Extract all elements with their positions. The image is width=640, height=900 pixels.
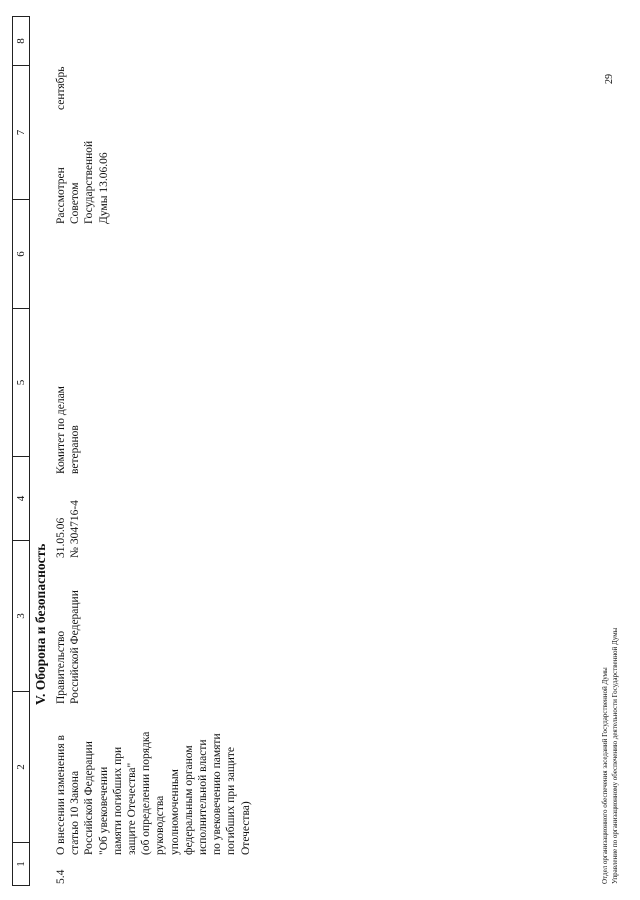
header-cell-6	[13, 200, 29, 309]
section-title: V. Оборона и безопасность	[33, 543, 48, 705]
header-cell-7	[13, 66, 29, 200]
column-number: 2	[15, 764, 27, 770]
responsible-committee: Комитет по делам ветеранов	[55, 386, 82, 474]
column-number: 4	[15, 495, 27, 502]
column-number: 5	[15, 379, 27, 386]
bill-title: О внесении изменения в статью 10 Закона Российской Федерации "Об увековечении памяти погибших при защите Отечества" (об определении порядка руководства уполномоченным федеральным органом исполнительной власти по увековечению памяти погибших при защите Отечества)	[55, 731, 252, 855]
column-number: 8	[15, 38, 27, 44]
table-header	[12, 16, 30, 886]
footer-line-2: Управление по организационному обеспечению деятельности Государственной Думы	[611, 627, 619, 884]
header-cell-1	[13, 843, 29, 886]
planned-month: сентябрь	[55, 66, 67, 110]
column-number: 6	[15, 251, 27, 257]
footer-line-1: Отдел организационного обеспечения заседаний Государственной Думы	[601, 667, 609, 884]
status: Рассмотрен Советом Государственной Думы 13.06.06	[55, 140, 110, 224]
header-cell-2	[13, 692, 29, 843]
registration-number: № 304716-4	[69, 500, 81, 558]
column-number: 7	[15, 129, 27, 136]
header-cell-4	[13, 457, 29, 541]
row-number: 5.4	[55, 869, 67, 884]
column-number: 3	[15, 613, 27, 619]
page-number: 29	[604, 74, 615, 84]
header-cell-3	[13, 541, 29, 692]
introduction-date: 31.05.06	[55, 517, 67, 558]
header-cell-8	[13, 16, 29, 66]
column-number: 1	[15, 861, 27, 867]
initiator: Правительство Российской Федерации	[55, 590, 82, 704]
header-cell-5	[13, 309, 29, 457]
